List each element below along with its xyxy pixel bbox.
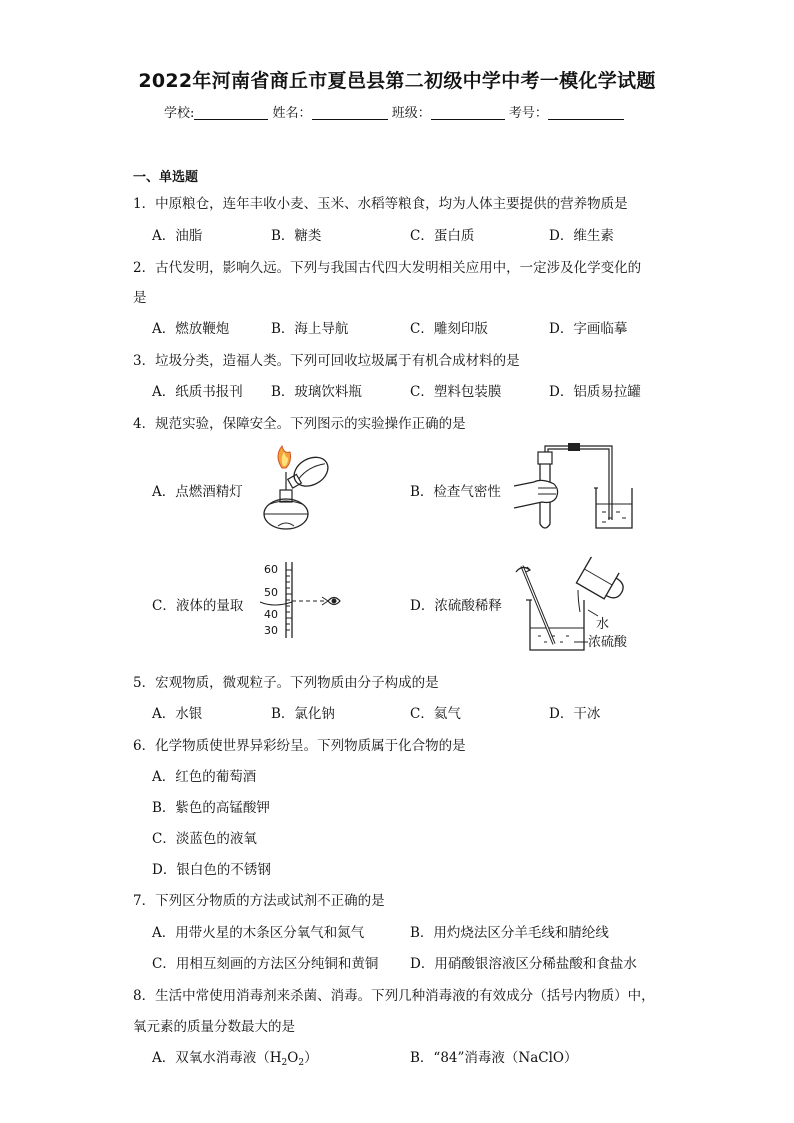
question-4-stem: 4．规范实验，保障安全。下列图示的实验操作正确的是 [133,416,466,432]
subscript: 2 [298,1058,305,1068]
q4-option-b[interactable]: B．检查气密性 [410,484,501,500]
q1-option-a[interactable]: A．油脂 [152,228,203,244]
q5-option-c[interactable]: C．氦气 [410,706,461,722]
q1-option-d[interactable]: D．维生素 [549,228,614,244]
question-8-stem-line1: 8．生活中常使用消毒剂来杀菌、消毒。下列几种消毒液的有效成分（括号内物质）中， [133,988,655,1004]
section-heading: 一、单选题 [133,170,199,185]
q6-option-a[interactable]: A．红色的葡萄酒 [152,769,257,785]
question-3-stem: 3．垃圾分类，造福人类。下列可回收垃圾属于有机合成材料的是 [133,353,520,369]
q4-option-a[interactable]: A．点燃酒精灯 [152,484,243,500]
acid-label: 浓硫酸 [588,635,628,650]
q6-option-c[interactable]: C．淡蓝色的液氧 [152,831,257,847]
q5-option-d[interactable]: D．干冰 [549,706,601,722]
student-info-line [164,102,624,121]
name-label: 姓名： [272,106,312,121]
q7-option-c[interactable]: C．用相互刻画的方法区分纯铜和黄铜 [152,956,379,972]
q8-option-b[interactable]: B．“84”消毒液（NaClO） [410,1050,578,1066]
question-6-stem: 6．化学物质使世界异彩纷呈。下列物质属于化合物的是 [133,738,466,754]
tick-30: 30 [264,624,278,637]
q7-option-b[interactable]: B．用灼烧法区分羊毛线和腈纶线 [410,925,609,941]
q2-option-c[interactable]: C．雕刻印版 [410,321,488,337]
name-blank[interactable] [312,105,388,120]
cylinder-reading-figure [256,558,346,644]
school-blank[interactable] [194,105,268,120]
q8-option-a-text: O [287,1050,299,1066]
question-8-stem-line2: 氧元素的质量分数最大的是 [133,1019,295,1035]
q3-option-c[interactable]: C．塑料包装膜 [410,384,502,400]
tick-50: 50 [264,586,278,599]
q2-option-b[interactable]: B．海上导航 [271,321,349,337]
question-2-stem-line2: 是 [133,290,147,306]
q3-option-a[interactable]: A．纸质书报刊 [152,384,243,400]
class-label: 班级： [391,106,431,121]
q2-option-d[interactable]: D．字画临摹 [549,321,628,337]
q3-option-d[interactable]: D．铝质易拉罐 [549,384,641,400]
q5-option-b[interactable]: B．氯化钠 [271,706,335,722]
q6-option-b[interactable]: B．紫色的高锰酸钾 [152,800,270,816]
subscript: 2 [281,1058,288,1068]
airtightness-check-figure [512,442,638,534]
q8-option-a-text: ） [304,1050,318,1066]
lamp-lighting-figure [252,442,338,534]
school-label: 学校: [164,106,195,121]
question-7-stem: 7．下列区分物质的方法或试剂不正确的是 [133,893,385,909]
q4-option-d[interactable]: D．浓硫酸稀释 [410,598,502,614]
acid-dilution-figure [512,556,642,656]
class-blank[interactable] [431,105,505,120]
question-5-stem: 5．宏观物质，微观粒子。下列物质由分子构成的是 [133,675,439,691]
q1-option-b[interactable]: B．糖类 [271,228,322,244]
q5-option-a[interactable]: A．水银 [152,706,203,722]
exam-no-label: 考号： [508,106,548,121]
q6-option-d[interactable]: D．银白色的不锈钢 [152,862,271,878]
question-2-stem-line1: 2．古代发明，影响久远。下列与我国古代四大发明相关应用中，一定涉及化学变化的 [133,260,642,276]
q4-option-c[interactable]: C．液体的量取 [152,598,244,614]
question-1-stem: 1．中原粮仓，连年丰收小麦、玉米、水稻等粮食，均为人体主要提供的营养物质是 [133,196,628,212]
page-title: 2022年河南省商丘市夏邑县第二初级中学中考一模化学试题 [138,70,656,92]
water-label: 水 [596,617,610,632]
q2-option-a[interactable]: A．燃放鞭炮 [152,321,230,337]
q3-option-b[interactable]: B．玻璃饮料瓶 [271,384,362,400]
exam-no-blank[interactable] [548,105,624,120]
q1-option-c[interactable]: C．蛋白质 [410,228,475,244]
q7-option-a[interactable]: A．用带火星的木条区分氧气和氮气 [152,925,365,941]
q8-option-a[interactable] [152,1046,318,1068]
tick-60: 60 [264,563,278,576]
q8-option-a-text: A．双氧水消毒液（H [152,1050,282,1066]
tick-40: 40 [264,608,278,621]
q7-option-d[interactable]: D．用硝酸银溶液区分稀盐酸和食盐水 [410,956,637,972]
